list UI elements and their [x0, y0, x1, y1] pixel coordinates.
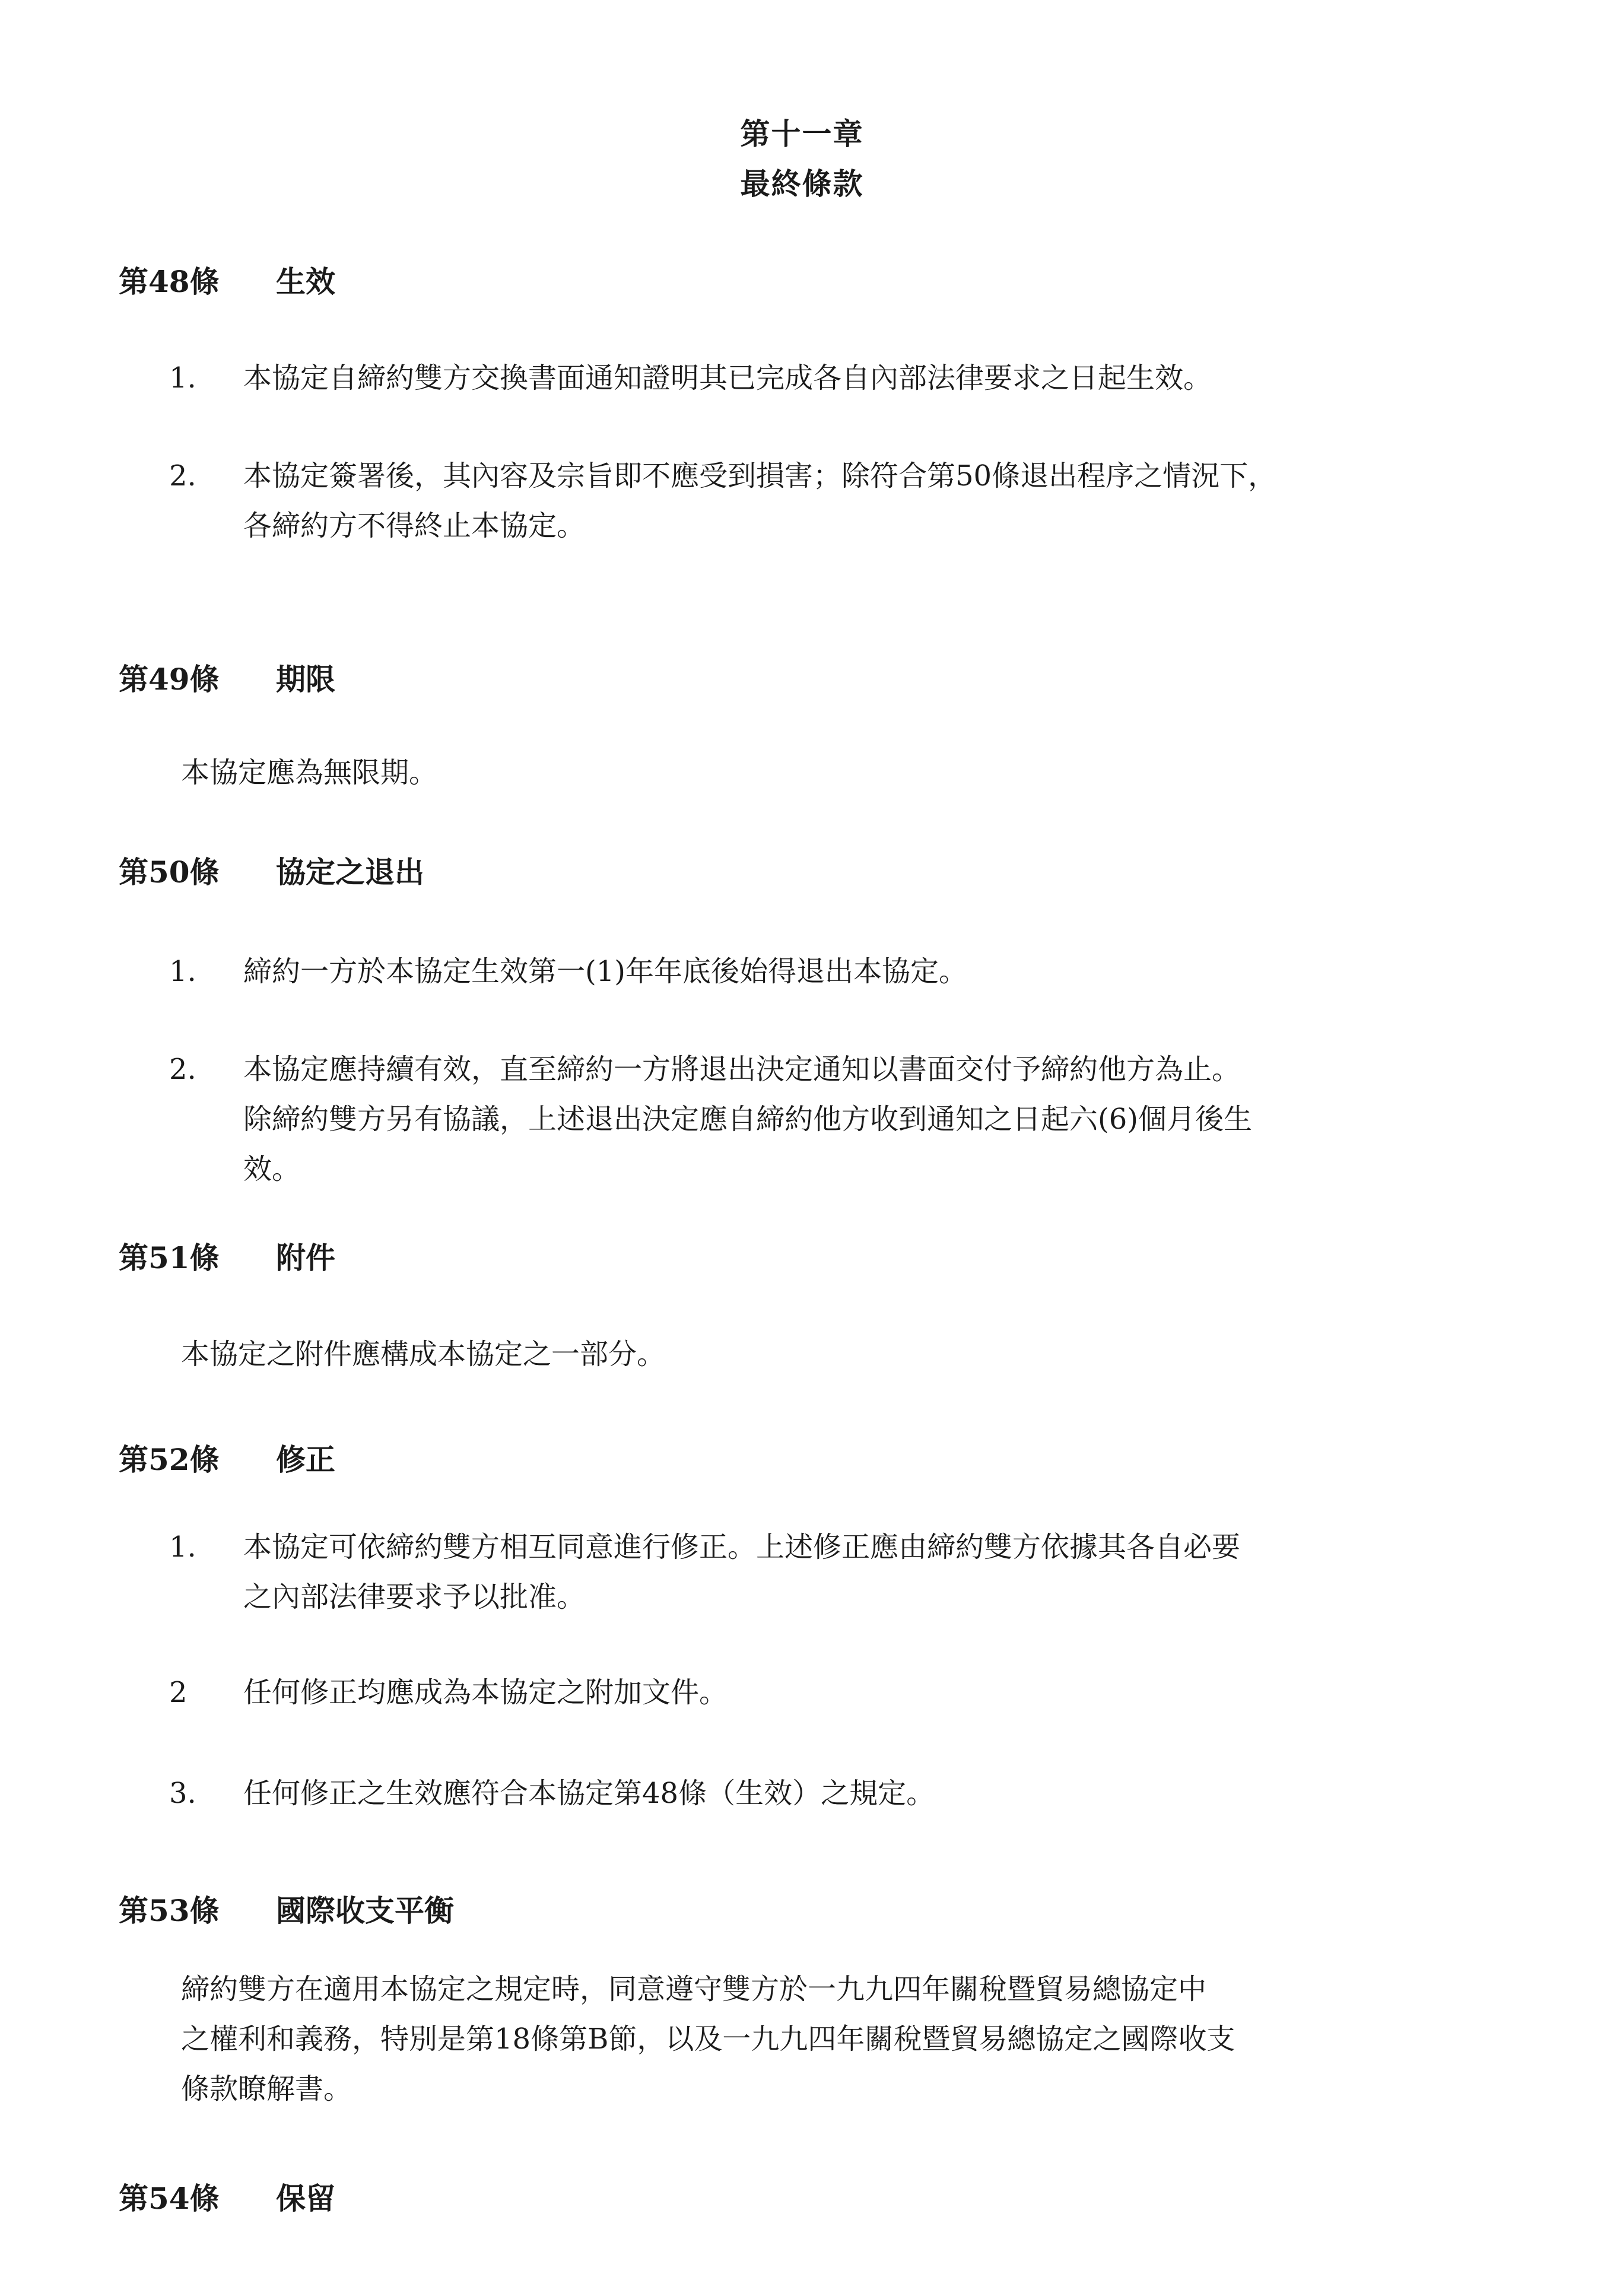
- article-53-heading: [119, 1887, 454, 1930]
- article-number: 第50條: [119, 855, 220, 890]
- article-52-item-3: [169, 1768, 1475, 1818]
- article-title: 國際收支平衡: [276, 1893, 454, 1928]
- article-number: 第53條: [119, 1893, 220, 1928]
- article-title: 保留: [276, 2181, 335, 2216]
- article-51-heading: [119, 1234, 335, 1277]
- item-text: 本協定應持續有效，直至締約一方將退出決定通知以書面交付予締約他方為止。 除締約雙方另有協議，上述退出決定應自締約他方收到通知之日起六(6)個月後生 效。: [243, 1053, 1252, 1186]
- article-number: 第49條: [119, 662, 220, 697]
- article-48-item-2: [169, 451, 1475, 551]
- article-title: 生效: [276, 264, 335, 299]
- item-text: 本協定簽署後，其內容及宗旨即不應受到損害；除符合第50條退出程序之情況下， 各締約方不得終止本協定。: [243, 459, 1277, 542]
- chapter-title: 第十一章: [740, 116, 864, 151]
- article-52-item-1: [169, 1522, 1475, 1622]
- article-49-heading: [119, 656, 335, 698]
- article-title: 附件: [276, 1240, 335, 1275]
- item-number: 3.: [169, 1777, 196, 1810]
- article-48-item-1: [169, 353, 1475, 403]
- article-52-item-2: [169, 1668, 1475, 1717]
- article-number: 第52條: [119, 1442, 220, 1477]
- chapter-subtitle: 最終條款: [740, 166, 864, 201]
- item-text: 任何修正之生效應符合本協定第48條（生效）之規定。: [243, 1777, 935, 1810]
- item-number: 1.: [169, 1530, 196, 1564]
- item-text: 任何修正均應成為本協定之附加文件。: [243, 1676, 728, 1709]
- item-number: 2.: [169, 459, 196, 493]
- item-number: 2.: [169, 1053, 196, 1086]
- article-number: 第51條: [119, 1240, 220, 1275]
- article-50-item-1: [169, 947, 1475, 996]
- article-49-paragraph: 本協定應為無限期。: [181, 756, 438, 789]
- item-number: 2: [169, 1676, 188, 1709]
- item-number: 1.: [169, 955, 196, 988]
- article-48-heading: [119, 258, 335, 301]
- item-text: 本協定可依締約雙方相互同意進行修正。上述修正應由締約雙方依據其各自必要 之內部法律要求予以批准。: [243, 1530, 1241, 1614]
- article-54-heading: [119, 2175, 335, 2218]
- article-53-paragraph: 締約雙方在適用本協定之規定時，同意遵守雙方於一九九四年關稅暨貿易總協定中 之權利和義務，特別是第18條第B節，以及一九九四年關稅暨貿易總協定之國際收支 條款瞭解書。: [181, 1973, 1235, 2106]
- article-title: 協定之退出: [276, 855, 424, 890]
- item-text: 締約一方於本協定生效第一(1)年年底後始得退出本協定。: [243, 955, 967, 988]
- article-number: 第48條: [119, 264, 220, 299]
- article-title: 修正: [276, 1442, 335, 1477]
- item-number: 1.: [169, 361, 196, 395]
- article-number: 第54條: [119, 2181, 220, 2216]
- article-51-paragraph: 本協定之附件應構成本協定之一部分。: [181, 1338, 666, 1371]
- article-50-heading: [119, 849, 424, 891]
- article-title: 期限: [276, 662, 335, 697]
- article-50-item-2: [169, 1044, 1475, 1194]
- article-52-heading: [119, 1436, 335, 1479]
- item-text: 本協定自締約雙方交換書面通知證明其已完成各自內部法律要求之日起生效。: [243, 361, 1212, 395]
